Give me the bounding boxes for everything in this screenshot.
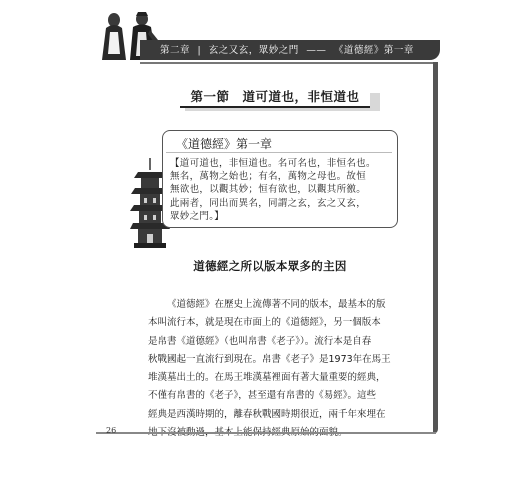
section-title: 第一節 道可道也，非恒道也 [190, 89, 360, 104]
body-line: 秋戰國起一直流行到現在。帛書《老子》是1973年在馬王 [148, 353, 391, 365]
body-line: 經典是西漢時期的，離春秋戰國時期很近，兩千年來埋在 [148, 408, 386, 420]
page-number: 26 [106, 426, 117, 435]
quote-line: 【道可道也，非恒道也。名可名也，非恒名也。 [170, 158, 376, 169]
quote-line: 此兩者，同出而異名，同謂之玄，玄之又玄， [170, 197, 367, 209]
header-dash: —— [306, 45, 327, 56]
quote-text [170, 157, 390, 223]
quote-line: 無名，萬物之始也；有名，萬物之母也。故恒 [170, 171, 367, 183]
body-line: 本叫流行本，就是現在市面上的《道德經》，另一個版本 [148, 317, 381, 329]
footer-rule [96, 432, 436, 434]
body-paragraph [148, 296, 404, 442]
quote-divider [166, 152, 392, 153]
running-header [160, 42, 418, 56]
header-subtitle: 《道德經》第一章 [333, 45, 414, 56]
header-separator: | [197, 45, 202, 56]
quote-line: 無欲也，以觀其妙；恒有欲也，以觀其所徼。 [170, 184, 367, 196]
page-edge-border [433, 62, 438, 434]
body-line: 《道德經》在歷史上流傳著不同的版本，最基本的版 [167, 299, 386, 310]
subheading: 道德經之所以版本眾多的主因 [193, 259, 347, 273]
quote-title: 《道德經》第一章 [176, 137, 273, 151]
header-rule [140, 62, 438, 64]
body-line: 堆漢墓出土的。在馬王堆漢墓裡面有著大量重要的經典， [148, 372, 386, 384]
section-title-block [180, 88, 380, 112]
body-line: 是帛書《道德經》（也叫帛書《老子》）。流行本是自春 [148, 335, 372, 347]
quote-line: 眾妙之門。】 [170, 210, 225, 222]
header-title: 玄之又玄，眾妙之門 [208, 45, 299, 56]
body-line: 不僅有帛書的《老子》，甚至還有帛書的《易經》。這些 [148, 390, 377, 402]
header-chapter: 第二章 [160, 45, 191, 56]
